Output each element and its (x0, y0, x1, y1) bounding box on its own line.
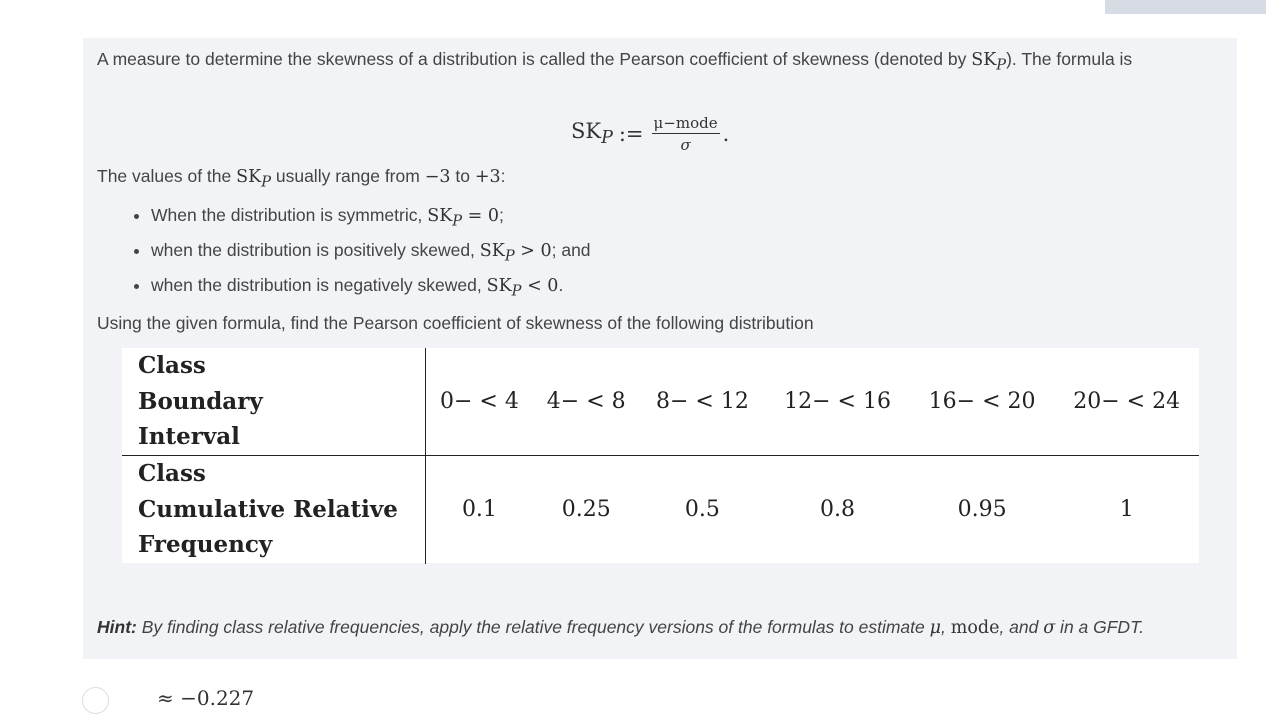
formula-numerator: μ−mode (653, 114, 718, 132)
skewness-formula (571, 110, 729, 158)
formula-sk: $SK_P$ (571, 119, 613, 149)
table-cell: 0.95 (910, 455, 1055, 564)
table-cell: 0.5 (640, 455, 766, 564)
formula-assign: := (618, 122, 644, 146)
table-row (122, 348, 1199, 455)
top-tab[interactable] (1105, 0, 1266, 14)
sk-notation: $SK_P$ (236, 167, 271, 191)
table-cell: 8− < 12 (655, 388, 749, 414)
list-item: • when the distribution is positively skewed, $SK_P > 0$; and (151, 236, 591, 271)
hint-label: Hint: (97, 617, 137, 637)
distribution-table (122, 348, 1199, 564)
list-item: • when the distribution is negatively skewed, $SK_P < 0$. (151, 271, 591, 306)
table-cell: 0.8 (765, 455, 910, 564)
intro-paragraph (97, 45, 1217, 80)
sk-notation: $SK_P$ (971, 50, 1007, 74)
table-cell: 0.1 (426, 455, 533, 564)
intro-text: A measure to determine the skewness of a distribution is called the Pearson coefficient of skewness (denoted by (97, 49, 972, 69)
table-cell: 16− < 20 (928, 388, 1036, 414)
table-cell: 0− < 4 (440, 388, 519, 414)
row-header-class-boundary: Class Boundary Interval (122, 348, 426, 455)
skewness-rules-list (137, 201, 591, 306)
table-cell: 4− < 8 (546, 388, 626, 414)
question-card (83, 38, 1237, 659)
table-cell: 20− < 24 (1073, 388, 1181, 414)
formula-fraction (652, 114, 720, 154)
range-paragraph: The values of the $SK_P$ usually range from −3 to +3: (97, 166, 506, 191)
table-cell: 1 (1054, 455, 1199, 564)
table-row (122, 455, 1199, 564)
intro-text-end: ). The formula is (1006, 49, 1133, 69)
formula-denominator: σ (680, 136, 691, 154)
range-low: −3 (424, 167, 451, 187)
table-cell: 0.25 (533, 455, 640, 564)
task-text: Using the given formula, find the Pearson coefficient of skewness of the following distribution (97, 313, 814, 333)
row-header-cumulative-frequency: Class Cumulative Relative Frequency (122, 455, 426, 564)
range-high: +3 (474, 167, 501, 187)
formula-period: . (722, 122, 730, 146)
hint-text: Hint: By finding class relative frequencies, apply the relative frequency versions of the formulas to estimate μ, mode, and σ in a GFDT. (97, 617, 1145, 638)
table-cell: 12− < 16 (784, 388, 891, 414)
answer-option-text[interactable]: ≈ −0.227 (157, 686, 255, 710)
answer-radio-button[interactable] (82, 687, 109, 714)
list-item: • When the distribution is symmetric, $SK_P = 0$; (151, 201, 591, 236)
distribution-table-panel (122, 348, 1199, 563)
